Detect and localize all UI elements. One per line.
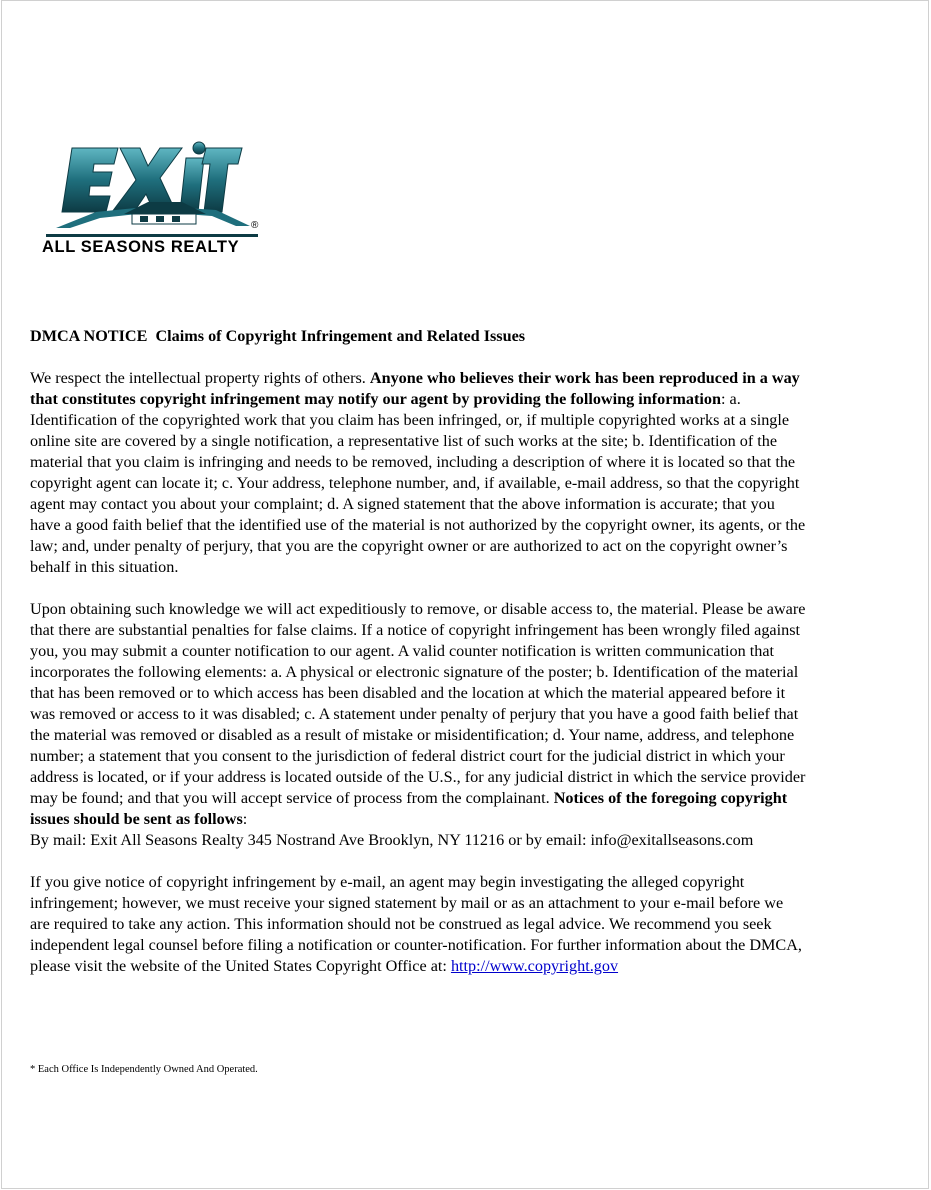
text-line: have a good faith belief that the identified use of the material is not authorized by the copyright owner, its agents, or the	[30, 516, 806, 534]
text-line: you, you may submit a counter notification to our agent. A valid counter notification is written communication that	[30, 642, 775, 660]
text-line: that has been removed or to which access has been disabled and the location at which the material appeared before it	[30, 684, 786, 702]
exit-logo-icon	[36, 140, 268, 240]
exit-all-seasons-logo	[36, 140, 268, 260]
paragraph-email-notice	[30, 872, 910, 977]
text-line: address is located, or if your address is located outside of the U.S., for any judicial district in which the service provider	[30, 768, 806, 786]
text-line: was removed or access to it was disabled; c. A statement under penalty of perjury that you have a good faith belief that	[30, 705, 799, 723]
paragraph-intro	[30, 368, 910, 578]
text-line: law; and, under penalty of perjury, that you are the copyright owner or are authorized to act on the copyright owner’s	[30, 537, 788, 555]
text-line: are required to take any action. This information should not be construed as legal advice. We recommend you seek	[30, 915, 772, 933]
text-line	[30, 389, 910, 410]
registered-mark: ®	[251, 220, 259, 231]
text-run: We respect the intellectual property rights of others.	[30, 369, 370, 387]
text-line	[30, 956, 910, 977]
text-line: the material was removed or disabled as a result of mistake or misidentification; d. Your name, address, and telephone	[30, 726, 795, 744]
text-line: incorporates the following elements: a. A physical or electronic signature of the poster; b. Identification of the material	[30, 663, 799, 681]
text-line: copyright agent can locate it; c. Your address, telephone number, and, if available, e-mail address, so that the copyright	[30, 474, 800, 492]
text-line: If you give notice of copyright infringement by e-mail, an agent may begin investigating the alleged copyright	[30, 873, 745, 891]
bold-text: issues should be sent as follows	[30, 810, 243, 828]
text-line	[30, 368, 910, 389]
dmca-notice-body	[30, 326, 910, 998]
text-line: agent may contact you about your complaint; d. A signed statement that the above information is accurate; that you	[30, 495, 775, 513]
footnote: * Each Office Is Independently Owned And Operated.	[30, 1064, 258, 1075]
text-line: behalf in this situation.	[30, 558, 179, 576]
text-line: that there are substantial penalties for false claims. If a notice of copyright infringement has been wrongly filed against	[30, 621, 800, 639]
text-run: :	[242, 810, 248, 828]
bold-text: Anyone who believes their work has been reproduced in a way	[369, 369, 800, 387]
page-title: DMCA NOTICE Claims of Copyright Infringement and Related Issues	[30, 327, 526, 345]
text-line: material that you claim is infringing and needs to be removed, including a description of where it is located so that the	[30, 453, 796, 471]
text-line: infringement; however, we must receive your signed statement by mail or as an attachment to your e-mail before we	[30, 894, 784, 912]
text-line: online site are covered by a single notification, a representative list of such works at the site; b. Identification of the	[30, 432, 778, 450]
text-run: may be found; and that you will accept service of process from the complainant.	[30, 789, 554, 807]
text-line: number; a statement that you consent to the jurisdiction of federal district court for the judicial district in which your	[30, 747, 785, 765]
logo-tagline: ALL SEASONS REALTY	[42, 238, 240, 256]
copyright-office-link[interactable]: http://www.copyright.gov	[450, 957, 619, 975]
contact-line: By mail: Exit All Seasons Realty 345 Nostrand Ave Brooklyn, NY 11216 or by email: info@exitallseasons.com	[30, 831, 754, 849]
bold-text: Notices of the foregoing copyright	[553, 789, 788, 807]
text-run: please visit the website of the United States Copyright Office at:	[30, 957, 451, 975]
text-line: Identification of the copyrighted work that you claim has been infringed, or, if multiple copyrighted works at a single	[30, 411, 790, 429]
text-run: : a.	[720, 390, 741, 408]
bold-text: that constitutes copyright infringement may notify our agent by providing the following information	[30, 390, 721, 408]
text-line: independent legal counsel before filing a notification or counter-notification. For further information about the DMCA,	[30, 936, 802, 954]
paragraph-counter-notification	[30, 599, 910, 851]
text-line: Upon obtaining such knowledge we will act expeditiously to remove, or disable access to, the material. Please be aware	[30, 600, 806, 618]
text-line	[30, 788, 910, 809]
text-line	[30, 809, 910, 830]
